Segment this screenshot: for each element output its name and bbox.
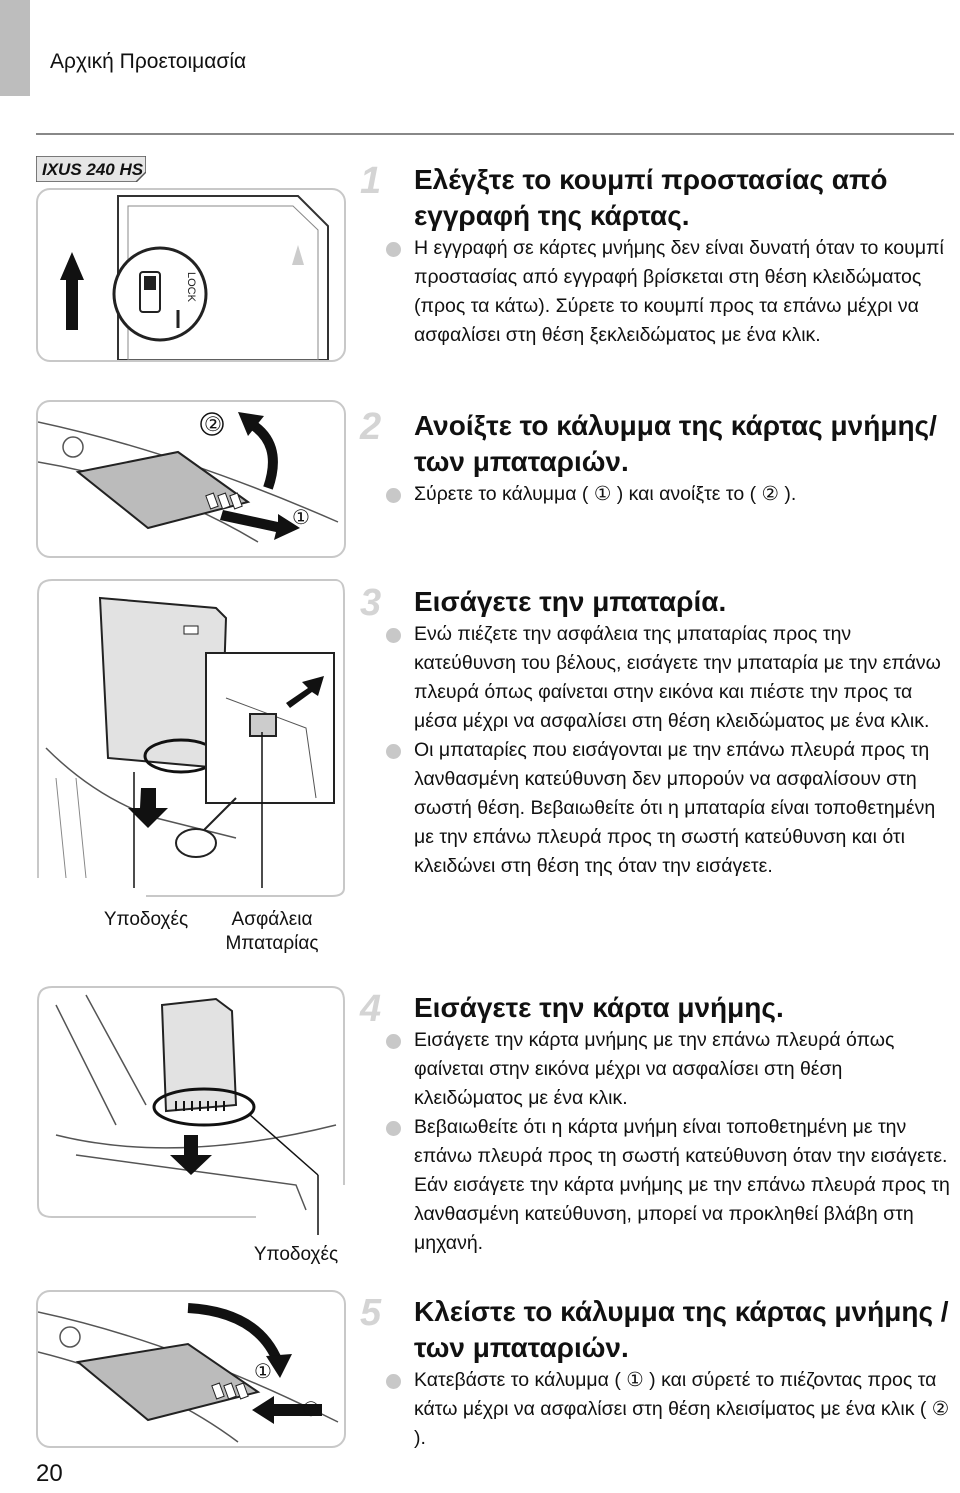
caption-latch-line1: Ασφάλεια: [231, 909, 313, 930]
step-4-bullet-1: Εισάγετε την κάρτα μνήμης με την επάνω πλευρά όπως φαίνεται στην εικόνα μέχρι να ασφαλίσει στη θέση κλειδώματος με ένα κλικ.: [414, 1026, 955, 1113]
figure-close-cover: [36, 1290, 346, 1448]
model-tag-text: IXUS 240 HS: [42, 160, 144, 179]
step-3-title: Εισάγετε την μπαταρία.: [414, 586, 727, 617]
bullet-dot-icon: [386, 628, 401, 643]
model-tag: [36, 156, 146, 182]
step-1: [360, 162, 955, 350]
step-1-bullet-1: Η εγγραφή σε κάρτες μνήμης δεν είναι δυνατή όταν το κουμπί προστασίας από εγγραφή βρίσκεται στη θέση κλειδώματος (προς τα κάτω). Σύρετε το κουμπί προς τα επάνω μέχρι να ασφαλίσει στη θέση ξεκλειδώματος με ένα κλικ.: [414, 234, 955, 350]
up-arrow-icon: [60, 252, 84, 330]
figure-open-cover: [36, 400, 346, 558]
page-number: 20: [36, 1460, 63, 1487]
close-marker-2: ②: [302, 1397, 320, 1421]
marker-1: ①: [292, 505, 310, 529]
step-4-number: 4: [360, 988, 382, 1030]
chapter-tab: [0, 0, 30, 96]
caption-slots: Υποδοχές: [103, 909, 189, 930]
marker-2: ②: [204, 412, 222, 436]
step-2-number: 2: [360, 406, 382, 448]
bullet-dot-icon: [386, 488, 401, 503]
lock-label: LOCK: [185, 272, 197, 302]
bullet-dot-icon: [386, 1121, 401, 1136]
step-3-bullet-2: Οι μπαταρίες που εισάγονται με την επάνω πλευρά προς τη λανθασμένη κατεύθυνση δεν μπορούν να ασφαλίσουν στη σωστή θέση. Βεβαιωθείτε ότι η μπαταρία είναι τοποθετημένη με την επάνω πλευρά προς τη σωστή κατεύθυνση και ότι κλειδώνει στη θέση της όταν την εισάγετε.: [414, 736, 955, 881]
bullet-dot-icon: [386, 1034, 401, 1049]
figure-insert-battery: [36, 578, 346, 958]
step-5-number: 5: [360, 1292, 382, 1334]
step-3-number: 3: [360, 582, 382, 624]
step-3-bullet-1: Ενώ πιέζετε την ασφάλεια της μπαταρίας προς την κατεύθυνση του βέλους, εισάγετε την μπαταρία με την επάνω πλευρά όπως φαίνεται στην εικόνα και πιέστε την προς τα μέσα μέχρι να ασφαλίσει στη θέση κλειδώματος με ένα κλικ.: [414, 620, 955, 736]
step-5-bullet-1: Κατεβάστε το κάλυμμα ( ① ) και σύρετέ το πιέζοντας προς τα κάτω μέχρι να ασφαλίσει στη θέση κλεισίματος με ένα κλικ ( ② ).: [414, 1366, 955, 1453]
step-4-title: Εισάγετε την κάρτα μνήμης.: [414, 992, 784, 1023]
step-2: [360, 408, 955, 509]
close-marker-1: ①: [254, 1359, 272, 1383]
step-1-title: Ελέγξτε το κουμπί προστασίας από εγγραφή της κάρτας.: [414, 164, 888, 231]
step-3: [360, 584, 955, 881]
page-header-title: Αρχική Προετοιμασία: [50, 50, 247, 73]
step-5: [360, 1294, 955, 1453]
step-4-bullet-2: Βεβαιωθείτε ότι η κάρτα μνήμη είναι τοποθετημένη με την επάνω πλευρά προς τη σωστή κατεύθυνση όταν την εισάγετε. Εάν εισάγετε την κάρτα μνήμης με την επάνω πλευρά προς τη λανθασμένη κατεύθυνση, μπορεί να προκληθεί βλάβη στη μηχανή.: [414, 1113, 955, 1258]
curved-arrow-icon: [248, 422, 273, 488]
step-5-title: Κλείστε το κάλυμμα της κάρτας μνήμης /των μπαταριών.: [414, 1296, 949, 1363]
figure-insert-card: [36, 985, 346, 1275]
bullet-dot-icon: [386, 1374, 401, 1389]
bullet-dot-icon: [386, 242, 401, 257]
step-4: [360, 990, 955, 1258]
step-2-title: Ανοίξτε το κάλυμμα της κάρτας μνήμης/ των μπαταριών.: [414, 410, 937, 477]
caption-latch-line2: Μπαταρίας: [225, 933, 319, 954]
bullet-dot-icon: [386, 744, 401, 759]
header-rule: [36, 133, 954, 135]
caption-card-slots: Υποδοχές: [253, 1244, 339, 1265]
figure-sd-card-lock: [36, 188, 346, 362]
slide-arrow-icon: [220, 510, 300, 540]
step-2-bullet-1: Σύρετε το κάλυμμα ( ① ) και ανοίξτε το ( ② ).: [414, 480, 955, 509]
step-1-number: 1: [360, 160, 382, 202]
